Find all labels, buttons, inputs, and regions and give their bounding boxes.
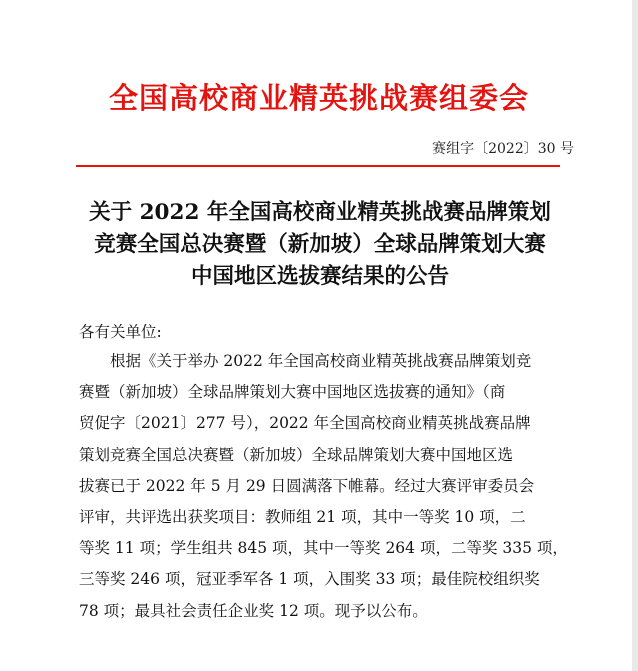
title-line: 中国地区选拔赛结果的公告 bbox=[190, 264, 449, 289]
body-line: 等奖 11 项；学生组共 845 项，其中一等奖 264 项，二等奖 335 项， bbox=[79, 539, 568, 558]
body-line: 根据《关于举办 2022 年全国高校商业精英挑战赛品牌策划竞 bbox=[110, 352, 532, 370]
body-line: 三等奖 246 项，冠亚季军各 1 项，入围奖 33 项；最佳院校组织奖 bbox=[79, 570, 540, 589]
organization-header: 全国高校商业精英挑战赛组委会 bbox=[108, 81, 529, 115]
document-number: 赛组字〔2022〕30 号 bbox=[432, 141, 574, 157]
body-line: 策划竞赛全国总决赛暨（新加坡）全球品牌策划大赛中国地区选 bbox=[79, 445, 514, 464]
body-line: 贸促字〔2021〕277 号），2022 年全国高校商业精英挑战赛品牌 bbox=[79, 414, 531, 433]
title-line: 竞赛全国总决赛暨（新加坡）全球品牌策划大赛 bbox=[94, 232, 546, 257]
body-line: 78 项；最具社会责任企业奖 12 项。现予以公布。 bbox=[79, 601, 428, 620]
announcement-title bbox=[60, 197, 580, 293]
red-divider-line bbox=[76, 165, 560, 167]
salutation: 各有关单位: bbox=[79, 323, 162, 341]
body-line: 拔赛已于 2022 年 5 月 29 日圆满落下帷幕。经过大赛评审委员会 bbox=[79, 476, 535, 495]
body-line: 评审，共评选出获奖项目：教师组 21 项，其中一等奖 10 项，二 bbox=[79, 508, 526, 527]
body-line: 赛暨（新加坡）全球品牌策划大赛中国地区选拔赛的通知》（商 bbox=[79, 383, 506, 402]
announcement-body bbox=[79, 346, 568, 627]
title-line: 关于 2022 年全国高校商业精英挑战赛品牌策划 bbox=[89, 200, 551, 225]
